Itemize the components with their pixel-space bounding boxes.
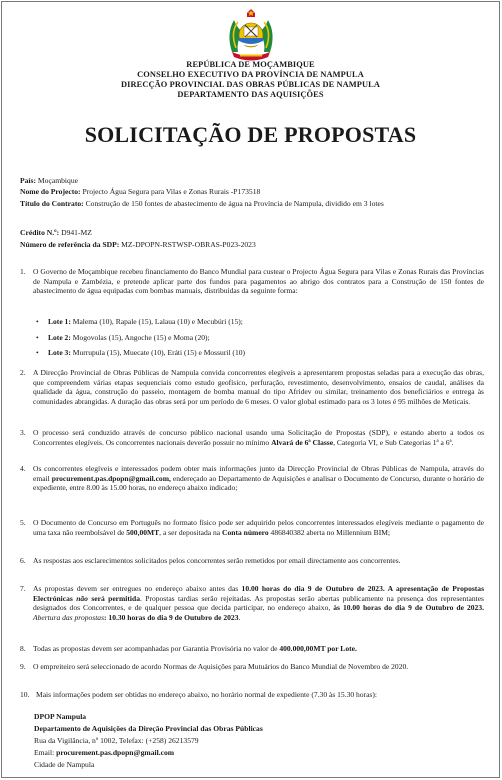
- bullet-icon: •: [36, 348, 39, 357]
- signature-address: Rua da Vigilância, nº 1002, Telefax: (+258) 26213579: [34, 736, 199, 745]
- list-item: 9. O empreiteiro será seleccionado de acordo Normas de Aquisições para Mutuários do Banco Mundial de Novembro de 2020.: [20, 662, 409, 671]
- mozambique-emblem-icon: [222, 8, 280, 62]
- meta-contract: Título do Contrato: Construção de 150 fontes de abastecimento de água na Província de Nampula, dividido em 3 lotes: [20, 199, 384, 208]
- signature-department: Departamento de Aquisições da Direção Provincial das Obras Públicas: [34, 724, 263, 733]
- meta-country: País: Moçambique: [20, 176, 78, 185]
- solicitation-page: REPÚBLICA DE MOÇAMBIQUE CONSELHO EXECUTIVO DA PROVÍNCIA DE NAMPULA DIRECÇÃO PROVINCIAL DAS OBRAS PÚBLICAS DE NAMPULA DEPARTAMENTO DAS AQUISIÇÕES SOLICITAÇÃO DE PROPOSTAS País: Moçambique Nome do Projecto: Projecto Água Segura para Vilas e Zonas Rurais -P173518 Título do Contrato: Construção de 150 fontes de abastecimento de água na Província de Nampula, dividido em 3 lotes Crédito N.º: D941-MZ Número de referência da SDP: MZ-DPOPN-RSTWSP-OBRAS-P023-2023 1. O Governo de Moçambique recebeu financiamento do Banco Mundial para custear o Projecto Água Segura para Vilas e Zonas Rurais das Províncias de Nampula e Zambézia, e pretende aplicar parte dos fundos para pagamentos ao abrigo dos contratos para a Construção de 150 fontes de abastecimento de água equipadas com bombas manuais, distribuidas da seguinte forma: • Lote 1: Malema (10), Rapale (15), Lalaua (10) e Mecubúri (15); • Lote 2: Mogovolas (15), Angoche (15) e Moma (20); • Lote 3: Murrupula (15), Muecate (10), Eráti (15) e Mossuril (10) 2. A Direcção Provincial de Obras Públicas de Nampula convida concorrentes elegíveis a apresentarem propostas seladas para a execução das obras, que compreendem várias etapas sequenciais como estudo geofísico, perfuração, revestimento, desenvolvimento, ensaios de caudal, análises da qualidade da água, construção do passeio, montagem de bomba manual do tipo Afridev ou similar, treinamento dos beneficiários e entrega às comunidades abrangidas. A duração das obras será por um período de 6 meses. O valor global estimado para os 3 lotes é 95 milhões de Meticais. 3. O processo será conduzido através de concurso público nacional usando uma Solicitação de Propostas (SDP), e estando aberto a todos os Concorrentes elegíveis. Os concorrentes nacionais deverão possuir no mínimo Alvará de 6ª Classe, Categoria VI, e Sub Categorias 1ª a 6ª. 4. Os concorrentes elegíveis e interessados podem obter mais informações junto da Direcção Provincial de Obras Públicas de Nampula, através do email procurement.pas.dpopn@gmail.com, endereçado ao Departamento de Aquisições e analisar o Documento de Concurso, durante o horário de expediente, entre 8.00 às 15.00 horas, no endereço abaixo indicado; 5. O Documento de Concurso em Português no formato físico pode ser adquirido pelos concorrentes interessados elegíveis mediante o pagamento de uma taxa não reembolsável de 500,00MT, a ser depositada na Conta número 486840382 aberta no Millennium BIM; 6. As respostas aos esclarecimentos solicitados pelos concorrentes serão remetidos por email directamente aos concorrentes. 7. As propostas devem ser entregues no endereço abaixo antes das 10.00 horas do dia 9 de Outubro de 2023. A apresentação de Propostas Electrónicas não será permitida. Propostas tardias serão rejeitadas. As propostas serão abertas publicamente na presença dos representantes designados dos Concorrentes, e de qualquer pessoa que decida participar, no endereço abaixo, às 10.00 horas do dia 9 de Outubro de 2023. Abertura das propostas: 10.30 horas do dia 9 de Outubro de 2023. 8. Todas as propostas devem ser acompanhadas por Garantia Provisória no valor de 400.000,00MT por Lote. 9. O empreiteiro será seleccionado de acordo Normas de Aquisições para Mutuários do Banco Mundial de Novembro de 2020. 10. Mais informações podem ser obtidas no endereço abaixo, no horário normal de expediente (7.30 às 15.30 horas): DPOP Nampula Departamento de Aquisições da Direção Provincial das Obras Públicas Rua da Vigilância, nº 1002, Telefax: (+258) 26213579 Email: procurement.pas.dpopn@gmail.com Cidade de Nampula: [1, 1, 500, 778]
- page-title: SOLICITAÇÃO DE PROPOSTAS: [84, 122, 417, 147]
- header-country: REPÚBLICA DE MOÇAMBIQUE: [186, 60, 315, 69]
- signature-name: DPOP Nampula: [34, 712, 87, 721]
- bullet-icon: •: [36, 317, 39, 326]
- meta-reference: Número de referência da SDP: MZ-DPOPN-RSTWSP-OBRAS-P023-2023: [20, 240, 256, 249]
- meta-credit: Crédito N.º: D941-MZ: [20, 228, 92, 237]
- meta-project: Nome do Projecto: Projecto Água Segura para Vilas e Zonas Rurais -P173518: [20, 187, 261, 196]
- signature-email: Email: procurement.pas.dpopn@gmail.com: [34, 748, 175, 757]
- signature-email-link: procurement.pas.dpopn@gmail.com: [56, 748, 175, 757]
- bullet-icon: •: [36, 333, 39, 342]
- list-item: 10. Mais informações podem ser obtidas no endereço abaixo, no horário normal de expediente (7.30 às 15.30 horas):: [20, 690, 377, 699]
- list-item: 1. O Governo de Moçambique recebeu financiamento do Banco Mundial para custear o Projecto Água Segura para Vilas e Zonas Rurais das Províncias de Nampula e Zambézia, e pretende aplicar parte dos fundos para pagamentos ao abrigo dos contratos para a Construção de 150 fontes de abastecimento de água equipadas com bombas manuais, distribuidas da seguinte forma:: [20, 267, 484, 296]
- list-item: 6. As respostas aos esclarecimentos solicitados pelos concorrentes serão remetidos por email directamente aos concorrentes.: [20, 556, 401, 565]
- list-item: 4. Os concorrentes elegíveis e interessados podem obter mais informações junto da Direcção Provincial de Obras Públicas de Nampula, através do email procurement.pas.dpopn@gmail.com, endereçado ao Departamento de Aquisições e analisar o Documento de Concurso, durante o horário de expediente, entre 8.00 às 15.00 horas, no endereço abaixo indicado;: [20, 464, 485, 493]
- header-department: DEPARTAMENTO DAS AQUISIÇÕES: [177, 90, 324, 99]
- list-item: 7. As propostas devem ser entregues no endereço abaixo antes das 10.00 horas do dia 9 de Outubro de 2023. A apresentação de Propostas Electrónicas não será permitida. Propostas tardias serão rejeitadas. As propostas serão abertas publicamente na presença dos representantes designados dos Concorrentes, e de qualquer pessoa que decida participar, no endereço abaixo, às 10.00 horas do dia 9 de Outubro de 2023. Abertura das propostas: 10.30 horas do dia 9 de Outubro de 2023.: [20, 584, 485, 622]
- header-council: CONSELHO EXECUTIVO DA PROVÍNCIA DE NAMPULA: [137, 70, 364, 79]
- procurement-email-link: procurement.pas.dpopn@gmail.com,: [51, 473, 171, 483]
- list-item: 5. O Documento de Concurso em Português no formato físico pode ser adquirido pelos concorrentes interessados elegíveis mediante o pagamento de uma taxa não reembolsável de 500,00MT, a ser depositada na Conta número 486840382 aberta no Millennium BIM;: [20, 518, 484, 537]
- list-item: 2. A Direcção Provincial de Obras Públicas de Nampula convida concorrentes elegíveis a apresentarem propostas seladas para a execução das obras, que compreendem várias etapas sequenciais como estudo geofísico, perfuração, revestimento, desenvolvimento, ensaios de caudal, análises da qualidade da água, construção do passeio, montagem de bomba manual do tipo Afridev ou similar, treinamento dos beneficiários e entrega às comunidades abrangidas. A duração das obras será por um período de 6 meses. O valor global estimado para os 3 lotes é 95 milhões de Meticais.: [20, 368, 484, 406]
- signature-city: Cidade de Nampula: [34, 760, 95, 769]
- list-item: 3. O processo será conduzido através de concurso público nacional usando uma Solicitação de Propostas (SDP), e estando aberto a todos os Concorrentes elegíveis. Os concorrentes nacionais deverão possuir no mínimo Alvará de 6ª Classe, Categoria VI, e Sub Categorias 1ª a 6ª.: [20, 428, 484, 447]
- header-directorate: DIRECÇÃO PROVINCIAL DAS OBRAS PÚBLICAS DE NAMPULA: [121, 80, 380, 89]
- list-item: 8. Todas as propostas devem ser acompanhadas por Garantia Provisória no valor de 400.000,00MT por Lote.: [20, 644, 357, 653]
